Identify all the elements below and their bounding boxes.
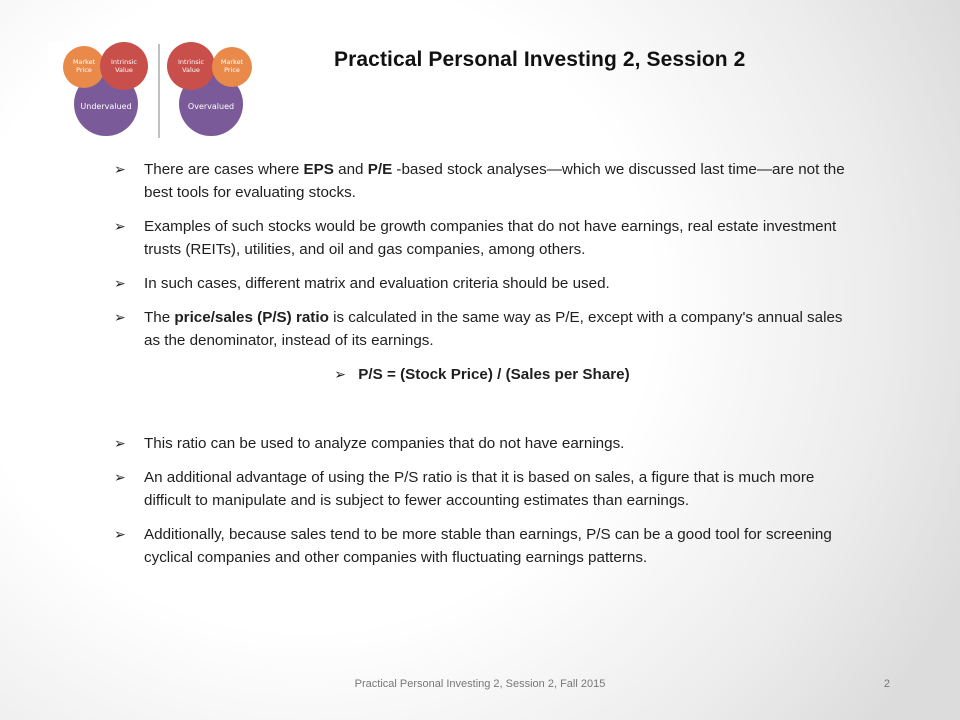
bullet-item <box>114 272 850 295</box>
arrow-bullet-icon: ➢ <box>114 161 126 177</box>
bullet-item <box>114 306 850 352</box>
logo-left-undervalued-label: Undervalued <box>80 102 132 111</box>
bullet-item <box>114 215 850 261</box>
arrow-bullet-icon: ➢ <box>334 366 347 382</box>
arrow-bullet-icon: ➢ <box>114 526 126 542</box>
bullet-text: An additional advantage of using the P/S ratio is that it is based on sales, a figure that is much more difficult to manipulate and is subject to fewer accounting estimates than earnings. <box>144 469 815 509</box>
bullet-item <box>114 158 850 204</box>
value-comparison-logo <box>48 42 270 140</box>
slide-title: Practical Personal Investing 2, Session 2 <box>334 48 746 71</box>
slide-footer: Practical Personal Investing 2, Session 2, Fall 2015 <box>354 678 606 690</box>
bullet-list <box>114 158 850 580</box>
bullet-text: Examples of such stocks would be growth companies that do not have earnings, real estate investment trusts (REITs), utilities, and oil and gas companies, among others. <box>144 218 837 258</box>
arrow-bullet-icon: ➢ <box>114 275 126 291</box>
arrow-bullet-icon: ➢ <box>114 469 126 485</box>
logo-right-market-price-label: Market Price <box>220 58 244 74</box>
arrow-bullet-icon: ➢ <box>114 309 126 325</box>
bullet-item <box>114 432 850 455</box>
logo-graphic <box>48 42 270 140</box>
bullet-text: There are cases where EPS and P/E -based stock analyses—which we discussed last time—are not the best tools for evaluating stocks. <box>144 161 845 201</box>
arrow-bullet-icon: ➢ <box>114 218 126 234</box>
logo-right-intrinsic-value-label: Intrinsic Value <box>178 58 204 74</box>
bullet-text: This ratio can be used to analyze companies that do not have earnings. <box>144 435 625 452</box>
bullet-item <box>114 523 850 569</box>
logo-right-overvalued-label: Overvalued <box>187 102 235 111</box>
page-number: 2 <box>883 678 890 690</box>
logo-left-market-price-label: Market Price <box>72 58 96 74</box>
arrow-bullet-icon: ➢ <box>114 435 126 451</box>
logo-left-intrinsic-value-label: Intrinsic Value <box>111 58 137 74</box>
bullet-item <box>114 466 850 512</box>
bullet-text: The price/sales (P/S) ratio is calculated in the same way as P/E, except with a company's annual sales as the denominator, instead of its earnings. <box>144 309 843 349</box>
bullet-text: In such cases, different matrix and evaluation criteria should be used. <box>144 275 610 292</box>
bullet-text: Additionally, because sales tend to be more stable than earnings, P/S can be a good tool for screening cyclical companies and other companies with fluctuating earnings patterns. <box>144 526 832 566</box>
formula-item <box>114 363 850 386</box>
formula-text: P/S = (Stock Price) / (Sales per Share) <box>358 366 630 383</box>
